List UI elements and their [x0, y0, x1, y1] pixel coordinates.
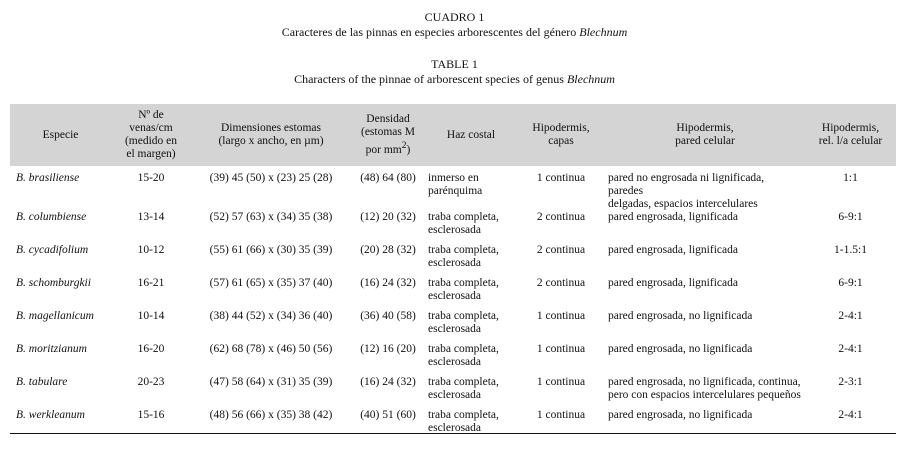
- cell-haz-line: esclerosada: [428, 356, 481, 368]
- cell-venas-line: 15-20: [137, 172, 165, 184]
- cell-haz-line: esclerosada: [428, 422, 481, 434]
- cell-rel: [805, 376, 896, 409]
- cell-dimensiones: [191, 166, 351, 211]
- table-row: [10, 244, 896, 277]
- cell-venas-line: 10-12: [137, 244, 165, 256]
- cell-dimensiones-line: (52) 57 (63) x (34) 35 (38): [209, 211, 333, 223]
- table-caption-en: [0, 72, 909, 86]
- cell-venas: [111, 244, 191, 277]
- cell-dimensiones-line: (38) 44 (52) x (34) 36 (40): [209, 310, 333, 322]
- header-dens-sup: 2: [401, 140, 407, 152]
- cell-haz: [425, 376, 517, 409]
- cell-densidad-line: (40) 51 (60): [360, 409, 416, 421]
- cell-pared: [605, 376, 805, 409]
- cell-especie-line: B. werkleanum: [16, 409, 85, 421]
- cell-pared-line: pared engrosada, lignificada: [608, 277, 738, 289]
- table-caption-es: [0, 25, 909, 39]
- cell-dimensiones: [191, 310, 351, 343]
- cell-haz-line: parénquima: [428, 185, 483, 197]
- header-pared-line: pared celular: [675, 135, 735, 147]
- cell-dimensiones-line: (47) 58 (64) x (31) 35 (39): [209, 376, 333, 388]
- cell-capas: [517, 166, 605, 211]
- cell-densidad: [351, 376, 425, 409]
- cell-especie-line: B. magellanicum: [16, 310, 94, 322]
- cell-haz: [425, 277, 517, 310]
- cell-capas-line: 2 continua: [536, 211, 586, 223]
- cell-venas-line: 13-14: [137, 211, 165, 223]
- cell-rel-line: 2-3:1: [838, 376, 863, 388]
- cell-haz-line: inmerso en: [428, 172, 479, 184]
- cell-capas: [517, 211, 605, 244]
- cell-haz-line: esclerosada: [428, 323, 481, 335]
- header-venas-line: Nº de: [138, 109, 164, 121]
- cell-haz-line: traba completa,: [428, 277, 499, 289]
- cell-venas: [111, 376, 191, 409]
- cell-especie-line: B. tabulare: [16, 376, 68, 388]
- cell-capas: [517, 343, 605, 376]
- header-dens-end: ): [406, 143, 411, 156]
- table-row: [10, 277, 896, 310]
- header-haz: Haz costal: [446, 128, 496, 141]
- cell-rel-line: 1:1: [843, 172, 858, 184]
- cell-capas-line: 1 continua: [536, 376, 586, 388]
- cell-densidad: [351, 343, 425, 376]
- cell-rel-line: 1-1.5:1: [834, 244, 867, 256]
- cell-pared-line: pared engrosada, no lignificada, continua,: [608, 376, 801, 388]
- cell-haz-line: traba completa,: [428, 244, 499, 256]
- cell-pared: [605, 343, 805, 376]
- cell-dimensiones: [191, 277, 351, 310]
- cell-densidad-line: (12) 16 (20): [360, 343, 416, 355]
- header-venas-line: venas/cm: [129, 122, 173, 134]
- cell-pared: [605, 166, 805, 211]
- cell-especie: [10, 166, 111, 211]
- header-rel-line: rel. l/a celular: [818, 135, 883, 147]
- cell-dimensiones-line: (48) 56 (66) x (35) 38 (42): [209, 409, 333, 421]
- cell-haz: [425, 211, 517, 244]
- cell-pared: [605, 277, 805, 310]
- cell-especie-line: B. moritzianum: [16, 343, 87, 355]
- cell-especie: [10, 244, 111, 277]
- cell-rel-line: 6-9:1: [838, 277, 863, 289]
- cell-venas-line: 16-21: [137, 277, 165, 289]
- header-densidad: [351, 104, 425, 166]
- cell-haz: [425, 244, 517, 277]
- cell-haz-line: esclerosada: [428, 290, 481, 302]
- header-rel-line: Hipodermis,: [821, 122, 880, 134]
- cell-rel: [805, 310, 896, 343]
- cell-densidad-line: (20) 28 (32): [360, 244, 416, 256]
- cell-densidad: [351, 277, 425, 310]
- table-row: [10, 211, 896, 244]
- header-capas-line: Hipodermis,: [532, 122, 590, 134]
- cell-rel: [805, 244, 896, 277]
- cell-densidad-line: (48) 64 (80): [360, 172, 416, 184]
- cell-densidad-line: (16) 24 (32): [360, 376, 416, 388]
- table-row: [10, 310, 896, 343]
- cell-capas: [517, 310, 605, 343]
- cell-densidad: [351, 166, 425, 211]
- cell-haz: [425, 343, 517, 376]
- table-row: [10, 166, 896, 211]
- pinnae-characters-table: [10, 104, 896, 437]
- cell-rel-line: 6-9:1: [838, 211, 863, 223]
- cell-especie-line: B. schomburgkii: [16, 277, 91, 289]
- header-row: [10, 104, 896, 166]
- cell-venas-line: 16-20: [137, 343, 165, 355]
- table-label-es: CUADRO 1: [424, 10, 485, 24]
- header-venas-line: el margen): [126, 148, 176, 160]
- cell-densidad-line: (16) 24 (32): [360, 277, 416, 289]
- table-row: [10, 343, 896, 376]
- cell-haz-line: traba completa,: [428, 211, 499, 223]
- cell-pared-line: pared no engrosada ni lignificada, paredes: [608, 172, 765, 197]
- cell-capas-line: 2 continua: [536, 277, 586, 289]
- header-hipo-rel: [805, 104, 896, 166]
- cell-especie-line: B. columbiense: [16, 211, 87, 223]
- cell-especie: [10, 343, 111, 376]
- header-dens-line: Densidad: [366, 113, 410, 126]
- header-especie: Especie: [42, 128, 79, 141]
- cell-dimensiones-line: (57) 61 (65) x (35) 37 (40): [209, 277, 333, 289]
- cell-dimensiones: [191, 376, 351, 409]
- cell-pared: [605, 244, 805, 277]
- cell-venas: [111, 310, 191, 343]
- caption-en-genus: Blechnum: [566, 72, 615, 86]
- table-bottom-rule: [10, 433, 896, 434]
- cell-dimensiones: [191, 211, 351, 244]
- cell-especie-line: B. brasiliense: [16, 172, 80, 184]
- cell-pared-line: pared engrosada, no lignificada: [608, 343, 753, 355]
- cell-haz-line: traba completa,: [428, 409, 499, 421]
- cell-pared: [605, 211, 805, 244]
- cell-densidad-line: (12) 20 (32): [360, 211, 416, 223]
- cell-especie: [10, 211, 111, 244]
- header-dim-line: Dimensiones estomas: [221, 122, 321, 134]
- cell-capas: [517, 244, 605, 277]
- cell-pared-line: pared engrosada, no lignificada: [608, 409, 753, 421]
- cell-haz-line: traba completa,: [428, 310, 499, 322]
- cell-rel: [805, 211, 896, 244]
- cell-pared-line: pared engrosada, lignificada: [608, 244, 738, 256]
- header-dens-line: por mm: [365, 143, 402, 156]
- cell-rel-line: 2-4:1: [838, 310, 863, 322]
- cell-pared-line: pero con espacios intercelulares pequeños: [608, 389, 801, 401]
- cell-dimensiones-line: (62) 68 (78) x (46) 50 (56): [209, 343, 333, 355]
- header-dim-line: (largo x ancho, en µm): [218, 135, 324, 147]
- cell-densidad: [351, 310, 425, 343]
- cell-venas-line: 15-16: [137, 409, 165, 421]
- cell-rel-line: 2-4:1: [838, 409, 863, 421]
- cell-capas: [517, 376, 605, 409]
- cell-pared-line: pared engrosada, no lignificada: [608, 310, 753, 322]
- table-body: [10, 166, 896, 437]
- table-label-en: TABLE 1: [431, 57, 478, 71]
- cell-especie-line: B. cycadifolium: [16, 244, 89, 256]
- cell-pared: [605, 310, 805, 343]
- cell-haz-line: esclerosada: [428, 257, 481, 269]
- cell-venas-line: 20-23: [137, 376, 165, 388]
- cell-venas: [111, 166, 191, 211]
- cell-capas-line: 1 continua: [536, 310, 586, 322]
- cell-venas: [111, 343, 191, 376]
- header-pared-line: Hipodermis,: [676, 122, 734, 134]
- caption-en-text: Characters of the pinnae of arborescent species of genus: [294, 72, 564, 86]
- caption-es-text: Caracteres de las pinnas en especies arborescentes del género: [281, 25, 577, 39]
- cell-haz-line: esclerosada: [428, 389, 481, 401]
- cell-venas: [111, 277, 191, 310]
- header-dens-line: (estomas M: [361, 126, 415, 139]
- cell-dimensiones: [191, 244, 351, 277]
- cell-haz: [425, 310, 517, 343]
- header-venas: [111, 104, 191, 166]
- cell-dimensiones-line: (39) 45 (50) x (23) 25 (28): [209, 172, 333, 184]
- cell-densidad: [351, 211, 425, 244]
- cell-dimensiones: [191, 343, 351, 376]
- cell-pared-line: delgadas, espacios intercelulares: [608, 198, 758, 210]
- header-hipo-capas: [517, 104, 605, 166]
- cell-haz: [425, 166, 517, 211]
- cell-venas-line: 10-14: [137, 310, 165, 322]
- cell-dimensiones-line: (55) 61 (66) x (30) 35 (39): [209, 244, 333, 256]
- cell-rel: [805, 277, 896, 310]
- cell-especie: [10, 376, 111, 409]
- header-venas-line: (medido en: [124, 135, 178, 147]
- cell-densidad: [351, 244, 425, 277]
- cell-capas-line: 1 continua: [536, 343, 586, 355]
- cell-venas: [111, 211, 191, 244]
- caption-es-genus: Blechnum: [579, 25, 628, 39]
- cell-rel-line: 2-4:1: [838, 343, 863, 355]
- cell-especie: [10, 277, 111, 310]
- header-dimensiones: [191, 104, 351, 166]
- table-row: [10, 376, 896, 409]
- cell-haz-line: traba completa,: [428, 343, 499, 355]
- cell-rel: [805, 166, 896, 211]
- cell-densidad-line: (36) 40 (58): [360, 310, 416, 322]
- cell-haz-line: traba completa,: [428, 376, 499, 388]
- header-capas-line: capas: [548, 135, 574, 147]
- cell-capas: [517, 277, 605, 310]
- cell-capas-line: 2 continua: [536, 244, 586, 256]
- cell-capas-line: 1 continua: [536, 409, 586, 421]
- cell-haz-line: esclerosada: [428, 224, 481, 236]
- cell-capas-line: 1 continua: [536, 172, 586, 184]
- cell-pared-line: pared engrosada, lignificada: [608, 211, 738, 223]
- cell-rel: [805, 343, 896, 376]
- cell-especie: [10, 310, 111, 343]
- header-hipo-pared: [605, 104, 805, 166]
